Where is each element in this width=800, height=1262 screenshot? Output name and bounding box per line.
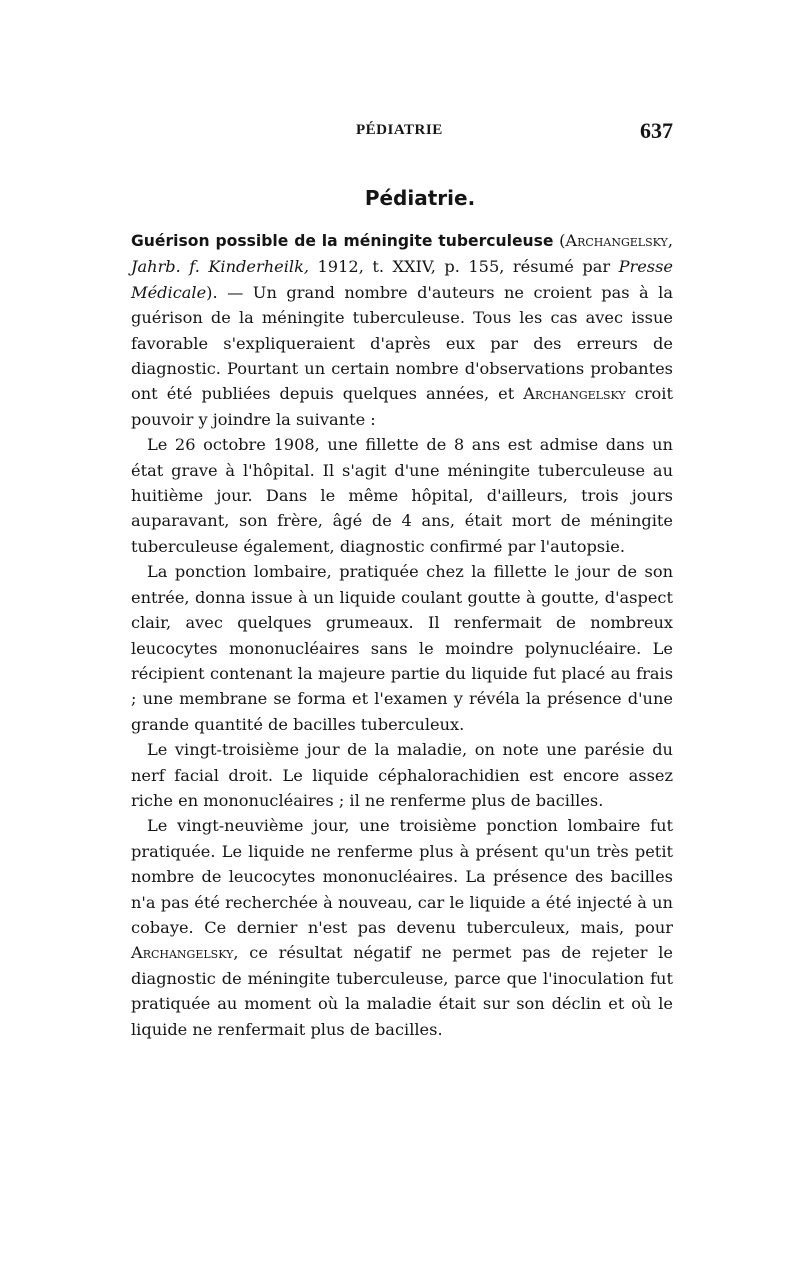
day-29-text-start: Le vingt-neuvième jour, une troisième ponction lombaire fut pratiquée. Le liquide ne renferme plus à présent qu'un très petit nombre de leucocytes mononucléaires. La présence des bacilles n'a pas été recherchée à nouveau, car le liquide a été injecté à un cobaye. Ce dernier n'est pas devenu tuberculeux, mais, pour: [131, 816, 673, 937]
article-title: Guérison possible de la méningite tuberculeuse: [131, 232, 554, 250]
section-title: Pédiatrie.: [364, 186, 476, 210]
intro-end: croit pouvoir y joindre la suivante :: [131, 384, 673, 429]
article-body: [131, 228, 673, 1042]
paragraph-day-29: [131, 813, 673, 1042]
paragraph-case-admission: Le 26 octobre 1908, une fillette de 8 ans est admise dans un état grave à l'hôpital. Il s'agit d'une méningite tuberculeuse au huitième jour. Dans le même hôpital, d'ailleurs, trois jours auparavant, son frère, âgé de 4 ans, était mort de méningite tuberculeuse également, diagnostic confirmé par l'autopsie.: [131, 435, 673, 556]
running-header: [131, 118, 673, 142]
author-open-paren: (: [559, 231, 566, 250]
paragraph-lumbar-puncture: La ponction lombaire, pratiquée chez la fillette le jour de son entrée, donna issue à un liquide coulant goutte à goutte, d'aspect clair, avec quelques grumeaux. Il renfermait de nombreux leucocytes mononucléaires sans le moindre polynucléaire. Le récipient contenant la majeure partie du liquide fut placé au frais ; une membrane se forma et l'examen y révéla la présence d'une grande quantité de bacilles tuberculeux.: [131, 562, 673, 734]
journal-name: Jahrb. f. Kinderheilk,: [131, 257, 310, 277]
author-name-2: Archangelsky: [523, 384, 626, 404]
paragraph-day-23: Le vingt-troisième jour de la maladie, on note une parésie du nerf facial droit. Le liquide céphalorachidien est encore assez riche en mononucléaires ; il ne renferme plus de bacilles.: [131, 740, 673, 810]
summary-source: Presse Médicale: [131, 257, 673, 302]
page-number: 637: [640, 118, 673, 143]
intro-text: ). — Un grand nombre d'auteurs ne croient pas à la guérison de la méningite tuberculeuse. Tous les cas avec issue favorable s'expliqueraient d'après eux par des erreurs de diagnostic. Pourtant un certain nombre d'observations probantes ont été publiées depuis quelques années, et: [131, 282, 673, 404]
journal-separator: ,: [667, 231, 673, 250]
article-intro-paragraph: [131, 228, 673, 432]
citation-details: 1912, t. XXIV, p. 155, résumé par: [309, 257, 619, 277]
running-title: PÉDIATRIE: [356, 122, 443, 138]
day-29-text-end: , ce résultat négatif ne permet pas de rejeter le diagnostic de méningite tuberculeuse, parce que l'inoculation fut pratiquée au moment où la maladie était sur son déclin et où le liquide ne renfermait plus de bacilles.: [131, 943, 673, 1039]
author-name: Archangelsky: [565, 231, 668, 250]
author-name-3: Archangelsky: [131, 943, 234, 963]
